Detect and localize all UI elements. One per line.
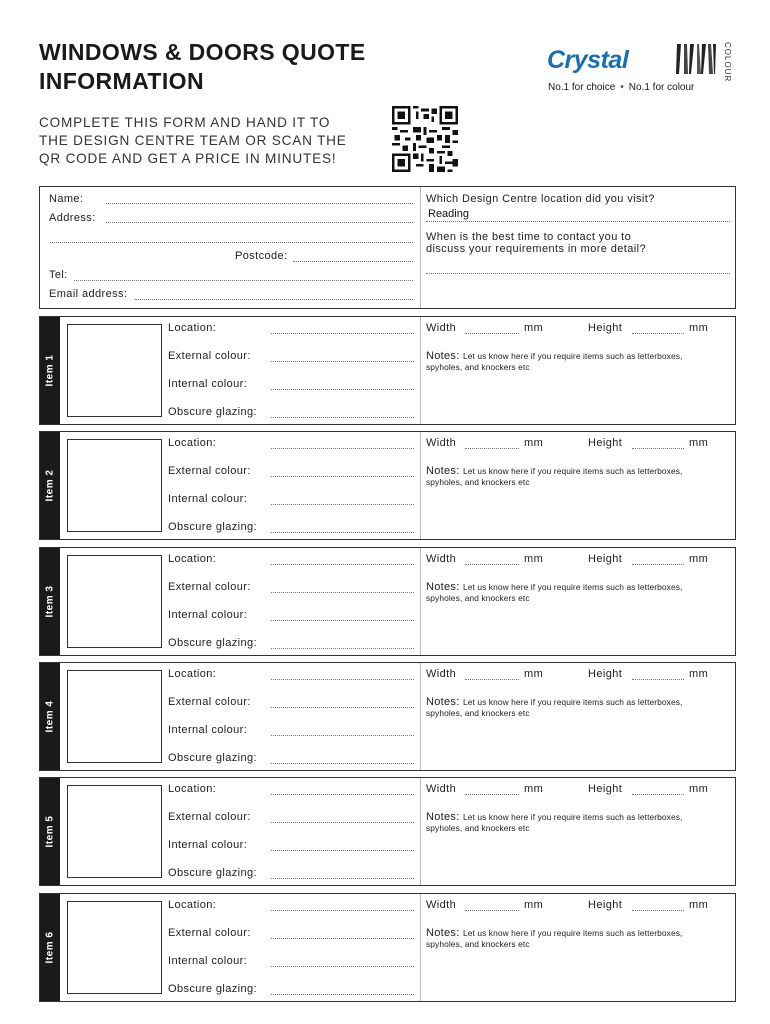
contact-time-question-line-1: When is the best time to contact you to — [426, 231, 632, 243]
item-number: Item 5 — [44, 815, 56, 848]
item-number: Item 1 — [44, 354, 56, 387]
notes-hint-line-1: Let us know here if you require items such as letterboxes, — [462, 928, 683, 938]
item-divider — [420, 778, 421, 885]
item-section — [39, 893, 736, 1002]
item-sidebar-label — [40, 317, 60, 424]
qr-code-icon[interactable] — [390, 106, 460, 172]
location-label: Location: — [168, 899, 217, 911]
external-colour-label: External colour: — [168, 350, 251, 362]
obscure-glazing-label: Obscure glazing: — [168, 637, 257, 649]
obscure-glazing-field[interactable] — [271, 532, 414, 533]
item-sketch-box[interactable] — [67, 324, 162, 417]
location-label: Location: — [168, 322, 217, 334]
instructions-line-3: QR CODE AND GET A PRICE IN MINUTES! — [39, 151, 337, 166]
height-field[interactable] — [632, 448, 684, 449]
external-colour-field[interactable] — [271, 938, 414, 939]
item-location-field[interactable] — [271, 794, 414, 795]
width-label: Width — [426, 899, 457, 911]
obscure-glazing-field[interactable] — [271, 417, 414, 418]
width-label: Width — [426, 783, 457, 795]
notes-area[interactable] — [426, 927, 682, 949]
tagline-colour: No.1 for colour — [628, 82, 695, 93]
height-label: Height — [588, 322, 623, 334]
notes-area[interactable] — [426, 465, 682, 487]
notes-area[interactable] — [426, 581, 682, 603]
location-answer[interactable]: Reading — [428, 208, 469, 220]
contact-time-question-line-2: discuss your requirements in more detail? — [426, 243, 646, 255]
obscure-glazing-label: Obscure glazing: — [168, 406, 257, 418]
width-field[interactable] — [465, 679, 519, 680]
item-location-field[interactable] — [271, 448, 414, 449]
internal-colour-field[interactable] — [271, 504, 414, 505]
height-field[interactable] — [632, 910, 684, 911]
width-unit: mm — [524, 899, 544, 911]
width-label: Width — [426, 668, 457, 680]
external-colour-label: External colour: — [168, 927, 251, 939]
item-number: Item 6 — [44, 931, 56, 964]
item-sidebar-label — [40, 663, 60, 770]
item-sidebar-label — [40, 548, 60, 655]
width-field[interactable] — [465, 794, 519, 795]
height-unit: mm — [689, 437, 709, 449]
section-divider — [420, 187, 421, 308]
external-colour-label: External colour: — [168, 696, 251, 708]
item-divider — [420, 317, 421, 424]
tagline-choice: No.1 for choice — [548, 82, 616, 93]
item-divider — [420, 548, 421, 655]
width-unit: mm — [524, 553, 544, 565]
name-field[interactable] — [106, 203, 413, 204]
height-label: Height — [588, 899, 623, 911]
logo-colour-text: COLOUR — [723, 42, 732, 83]
height-field[interactable] — [632, 333, 684, 334]
obscure-glazing-label: Obscure glazing: — [168, 867, 257, 879]
item-location-field[interactable] — [271, 679, 414, 680]
address-field-line-2[interactable] — [50, 242, 413, 243]
item-sketch-box[interactable] — [67, 670, 162, 763]
notes-area[interactable] — [426, 696, 682, 718]
location-label: Location: — [168, 668, 217, 680]
height-field[interactable] — [632, 794, 684, 795]
notes-label: Notes: — [426, 811, 460, 823]
notes-label: Notes: — [426, 581, 460, 593]
notes-label: Notes: — [426, 350, 460, 362]
height-unit: mm — [689, 783, 709, 795]
height-label: Height — [588, 783, 623, 795]
internal-colour-label: Internal colour: — [168, 955, 248, 967]
obscure-glazing-field[interactable] — [271, 648, 414, 649]
form-title — [39, 38, 459, 96]
obscure-glazing-field[interactable] — [271, 763, 414, 764]
item-sketch-box[interactable] — [67, 555, 162, 648]
item-location-field[interactable] — [271, 333, 414, 334]
external-colour-field[interactable] — [271, 822, 414, 823]
height-label: Height — [588, 668, 623, 680]
height-unit: mm — [689, 322, 709, 334]
instructions-line-1: COMPLETE THIS FORM AND HAND IT TO — [39, 115, 331, 130]
postcode-field[interactable] — [293, 261, 413, 262]
bullet-icon: • — [620, 82, 624, 93]
width-label: Width — [426, 322, 457, 334]
external-colour-field[interactable] — [271, 476, 414, 477]
obscure-glazing-label: Obscure glazing: — [168, 752, 257, 764]
height-label: Height — [588, 437, 623, 449]
notes-label: Notes: — [426, 927, 460, 939]
width-unit: mm — [524, 668, 544, 680]
title-line-2: INFORMATION — [39, 68, 204, 94]
width-unit: mm — [524, 437, 544, 449]
notes-hint-line-2: spyholes, and knockers etc — [426, 362, 530, 372]
height-unit: mm — [689, 668, 709, 680]
width-field[interactable] — [465, 333, 519, 334]
logo-wordmark: Crystal — [547, 46, 629, 74]
item-location-field[interactable] — [271, 564, 414, 565]
width-label: Width — [426, 437, 457, 449]
item-sketch-box[interactable] — [67, 439, 162, 532]
item-number: Item 4 — [44, 700, 56, 733]
item-section — [39, 316, 736, 425]
postcode-label: Postcode: — [235, 250, 288, 262]
title-line-1: WINDOWS & DOORS QUOTE — [39, 39, 366, 65]
location-answer-line — [426, 221, 730, 222]
internal-colour-field[interactable] — [271, 850, 414, 851]
external-colour-field[interactable] — [271, 361, 414, 362]
item-section — [39, 431, 736, 540]
width-label: Width — [426, 553, 457, 565]
instructions — [39, 114, 384, 168]
contact-details-section — [39, 186, 736, 309]
internal-colour-label: Internal colour: — [168, 378, 248, 390]
logo-tagline — [548, 82, 694, 93]
internal-colour-label: Internal colour: — [168, 839, 248, 851]
item-sketch-box[interactable] — [67, 901, 162, 994]
item-divider — [420, 663, 421, 770]
notes-label: Notes: — [426, 465, 460, 477]
contact-time-field[interactable] — [426, 273, 730, 274]
internal-colour-field[interactable] — [271, 966, 414, 967]
location-label: Location: — [168, 783, 217, 795]
notes-hint-line-1: Let us know here if you require items such as letterboxes, — [462, 582, 683, 592]
notes-hint-line-2: spyholes, and knockers etc — [426, 477, 530, 487]
height-unit: mm — [689, 899, 709, 911]
external-colour-field[interactable] — [271, 592, 414, 593]
tel-label: Tel: — [49, 269, 68, 281]
item-section — [39, 547, 736, 656]
external-colour-field[interactable] — [271, 707, 414, 708]
item-divider — [420, 894, 421, 1001]
email-label: Email address: — [49, 288, 128, 300]
height-field[interactable] — [632, 564, 684, 565]
internal-colour-field[interactable] — [271, 389, 414, 390]
item-section — [39, 777, 736, 886]
item-sidebar-label — [40, 894, 60, 1001]
item-divider — [420, 432, 421, 539]
notes-label: Notes: — [426, 696, 460, 708]
notes-hint-line-2: spyholes, and knockers etc — [426, 939, 530, 949]
height-unit: mm — [689, 553, 709, 565]
item-section — [39, 662, 736, 771]
notes-hint-line-2: spyholes, and knockers etc — [426, 823, 530, 833]
email-field[interactable] — [135, 299, 413, 300]
instructions-line-2: THE DESIGN CENTRE TEAM OR SCAN THE — [39, 133, 347, 148]
height-label: Height — [588, 553, 623, 565]
item-sidebar-label — [40, 778, 60, 885]
address-field-line-1[interactable] — [106, 222, 413, 223]
obscure-glazing-label: Obscure glazing: — [168, 521, 257, 533]
location-question: Which Design Centre location did you visit? — [426, 193, 655, 205]
address-label: Address: — [49, 212, 96, 224]
width-field[interactable] — [465, 910, 519, 911]
notes-hint-line-1: Let us know here if you require items such as letterboxes, — [462, 351, 683, 361]
item-location-field[interactable] — [271, 910, 414, 911]
item-sketch-box[interactable] — [67, 785, 162, 878]
notes-hint-line-1: Let us know here if you require items such as letterboxes, — [462, 697, 683, 707]
zebra-stripes-icon — [675, 44, 717, 74]
notes-area[interactable] — [426, 811, 682, 833]
crystal-logo — [547, 42, 737, 83]
internal-colour-label: Internal colour: — [168, 609, 248, 621]
internal-colour-field[interactable] — [271, 620, 414, 621]
width-unit: mm — [524, 322, 544, 334]
tel-field[interactable] — [74, 280, 413, 281]
name-label: Name: — [49, 193, 84, 205]
internal-colour-field[interactable] — [271, 735, 414, 736]
obscure-glazing-field[interactable] — [271, 994, 414, 995]
notes-hint-line-1: Let us know here if you require items such as letterboxes, — [462, 812, 683, 822]
width-unit: mm — [524, 783, 544, 795]
notes-hint-line-1: Let us know here if you require items such as letterboxes, — [462, 466, 683, 476]
obscure-glazing-label: Obscure glazing: — [168, 983, 257, 995]
location-label: Location: — [168, 437, 217, 449]
notes-area[interactable] — [426, 350, 682, 372]
notes-hint-line-2: spyholes, and knockers etc — [426, 593, 530, 603]
external-colour-label: External colour: — [168, 811, 251, 823]
internal-colour-label: Internal colour: — [168, 493, 248, 505]
item-sidebar-label — [40, 432, 60, 539]
obscure-glazing-field[interactable] — [271, 878, 414, 879]
external-colour-label: External colour: — [168, 581, 251, 593]
item-number: Item 2 — [44, 469, 56, 502]
width-field[interactable] — [465, 448, 519, 449]
location-label: Location: — [168, 553, 217, 565]
external-colour-label: External colour: — [168, 465, 251, 477]
height-field[interactable] — [632, 679, 684, 680]
item-number: Item 3 — [44, 585, 56, 618]
width-field[interactable] — [465, 564, 519, 565]
internal-colour-label: Internal colour: — [168, 724, 248, 736]
notes-hint-line-2: spyholes, and knockers etc — [426, 708, 530, 718]
